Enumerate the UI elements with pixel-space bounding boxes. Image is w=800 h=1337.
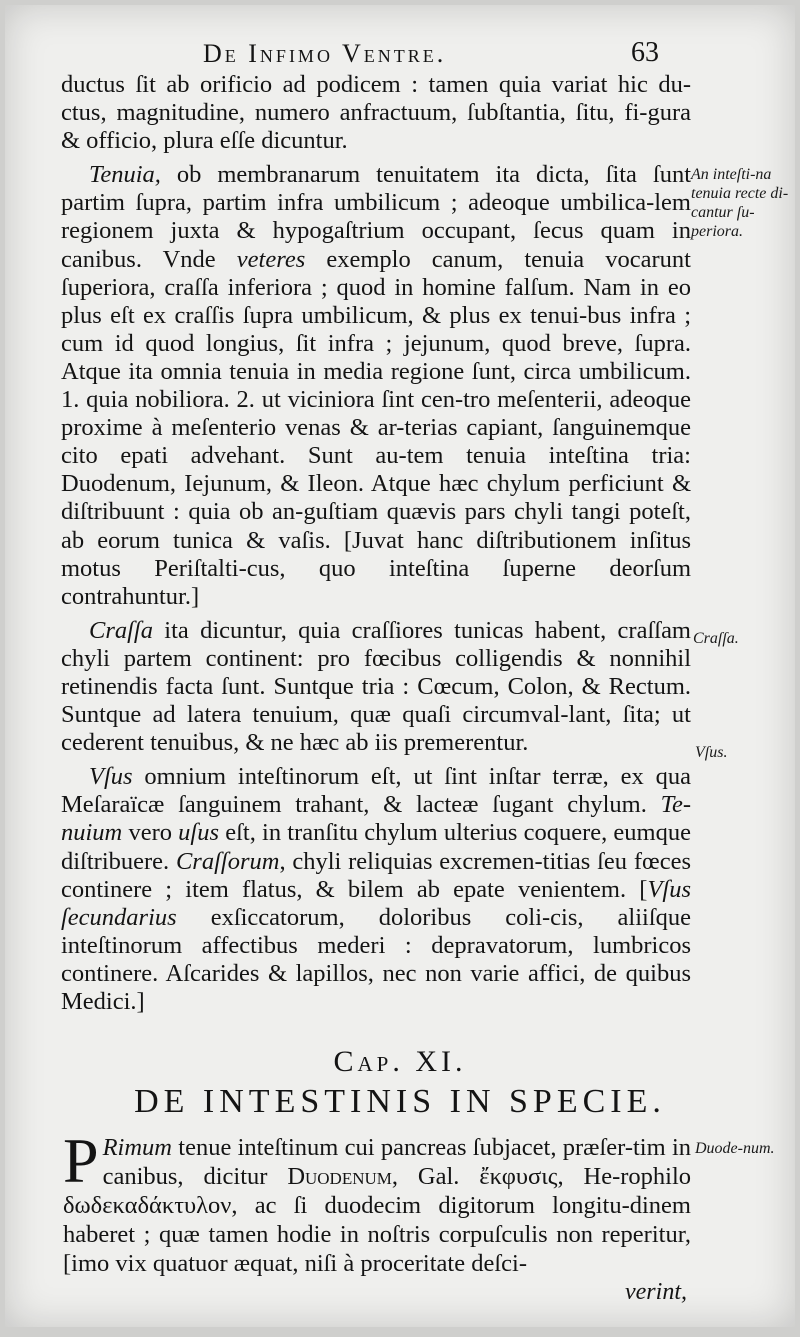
marginal-note-duodenum: Duode-num. [695, 1140, 775, 1157]
chapter-text-b: , Gal. ἔκφυσις, He-rophilo δωδεκαδάκτυλον, ac ſi duodecim digitorum longitu-dinem haberet ; quæ tamen hodie in noſtris corpuſculis non reperitur, [imo vix quatuor æquat, niſi à proceritate deſci- [63, 1163, 692, 1277]
paragraph-4-text-e: exſiccatorum, doloribus coli-cis, aliiſque inteſtinorum affectibus mederi : depravatorum, lumbricos continere. Aſcarides & lapillos, nec non varie affici, de quibus Medici.] [61, 903, 691, 1015]
term-crassa: Craſſa [89, 616, 153, 644]
catchword: verint, [625, 1279, 687, 1305]
running-head [5, 37, 795, 73]
paragraph-2-text-b: exemplo canum, tenuia vocarunt ſuperiora, craſſa inferiora ; quod in homine falſum. Nam in eo plus eſt ex craſſis ſupra umbilicum, & plus ex tenui-bus infra ; cum id quod longius, ſit infra ; jejunum, quod breve, ſupra. Atque ita omnia tenuia in media regione ſunt, circa umbilicum. 1. quia nobiliora. 2. ut viciniora ſint cen-tro meſenterii, adeoque proxime à meſenterio venas & ar-terias capiant, ſanguinemque cito epati advehant. Sunt au-tem tenuia inteſtina tria: Duodenum, Iejunum, & Ileon. Atque hæc chylum perficiunt & diſtribuunt : quia ob an-guſtiam quævis pars chyli tangi poteſt, ab eorum tunica & vaſis. [Juvat hanc diſtributionem inſitus motus Periſtalti-cus, quo inteſtina ſuperne deorſum contrahuntur.] [61, 245, 691, 610]
chapter-text [63, 1125, 692, 1278]
term-usus-secundarius: Vſus ſecundarius [61, 875, 691, 931]
drop-cap: P [63, 1125, 99, 1196]
book-page [5, 5, 795, 1327]
term-crassorum: Craſſorum [175, 847, 280, 875]
paragraph-3-text: ita dicuntur, quia craſſiores tunicas habent, craſſam chyli partem continent: pro fœcibus colligendis & nonnihil retinendis facta ſunt. Suntque tria : Cœcum, Colon, & Rectum. Suntque ad latera tenuium, quæ quaſi circumval-lant, ſita; ut cederent tenuibus, & ne hæc ab iis premerentur. [61, 616, 691, 757]
marginal-note-usus: Vſus. [695, 744, 728, 761]
paragraph-tenuia [61, 161, 691, 611]
term-veteres: veteres [236, 245, 306, 273]
paragraph-4-text-c: eſt, in tranſitu chylum ulterius coquere, eumque diſtribuere. [61, 819, 691, 875]
term-tenuia: Tenuia, [89, 161, 161, 189]
paragraph-4-text-b: vero [122, 819, 179, 847]
marginal-note-crassa: Craſſa. [693, 630, 739, 647]
running-head-title: De Infimo Ventre. [203, 39, 447, 68]
paragraph-1-line-1: ductus ſit ab orificio ad podicem : tamen quia variat hic du- [61, 71, 691, 98]
paragraph-1-rest: ctus, magnitudine, numero anfractuum, ſubſtantia, ſitu, fi-gura & officio, plura eſſe dicuntur. [61, 99, 691, 155]
chapter-title: DE INTESTINIS IN SPECIE. [134, 1083, 666, 1120]
term-primum: Rimum [102, 1134, 173, 1161]
term-usus: Vſus [89, 763, 133, 791]
main-text [61, 71, 691, 1016]
term-tenuium: Te-nuium [61, 791, 691, 847]
chapter-text-a: tenue inteſtinum cui pancreas ſubjacet, præſer-tim in canibus, dicitur [102, 1134, 691, 1190]
paragraph-usus [61, 763, 691, 1016]
term-duodenum: Duodenum [287, 1163, 392, 1190]
page-number: 63 [631, 37, 659, 68]
term-usus-2: uſus [178, 819, 220, 847]
paragraph-continuation [61, 71, 691, 155]
marginal-note-tenuia: An inteſti-na tenuia recte di-cantur ſu-periora. [691, 166, 789, 240]
paragraph-2-text-a: ob membranarum tenuitatem ita dicta, ſita ſunt partim ſupra, partim infra umbilicum ; adeoque umbilica-lem regionem juxta & hypogaſtrium occupant, ſecus quam in canibus. Vnde [61, 161, 691, 273]
chapter-number: Cap. XI. [333, 1045, 467, 1078]
paragraph-4-text-d: , chyli reliquias excremen-titias ſeu fœces continere ; item flatus, & bilem ab epate venientem. [ [61, 847, 691, 903]
paragraph-crassa [61, 617, 691, 757]
paragraph-4-text-a: omnium inteſtinorum eſt, ut ſint inſtar terræ, ex qua Meſaraïcæ ſanguinem trahant, & lacteæ ſugant chylum. [61, 763, 691, 819]
